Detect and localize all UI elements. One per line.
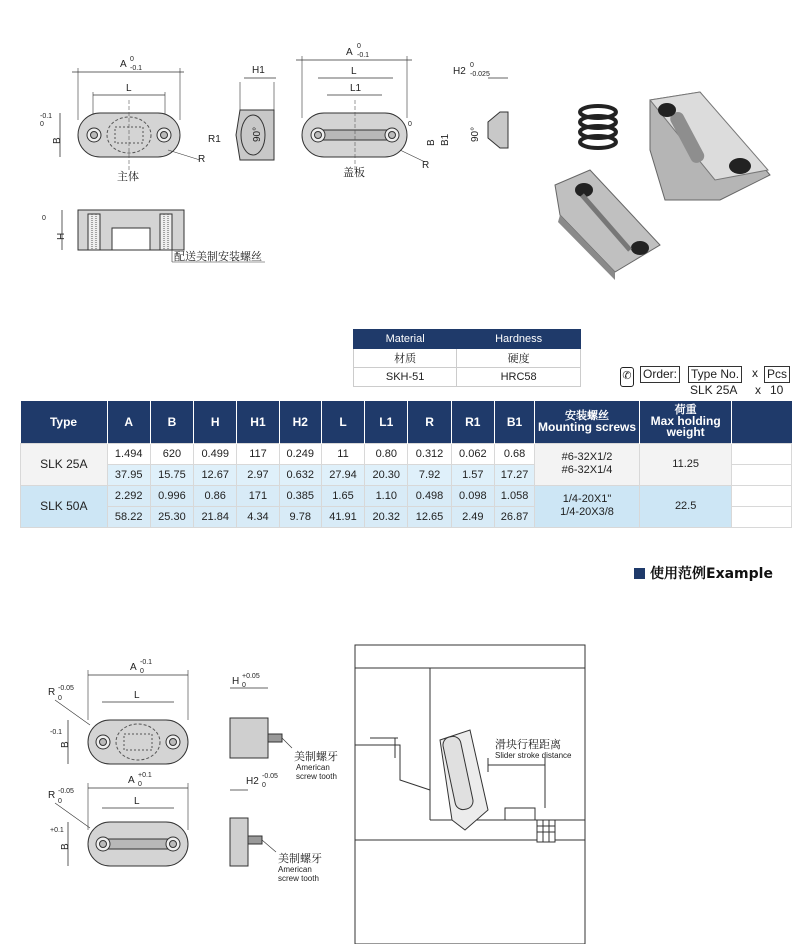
table-row: 37.95 15.75 12.67 2.97 0.632 27.94 20.30 7.92 1.57 17.27: [21, 464, 792, 485]
svg-text:B: B: [426, 139, 437, 146]
main-body-caption: 主体: [117, 170, 139, 183]
svg-text:0: 0: [140, 668, 144, 675]
svg-text:H: H: [56, 232, 67, 240]
svg-text:-0.1: -0.1: [140, 659, 153, 666]
spec-table: Type A B H H1 H2 L L1 R R1 B1 安装螺丝 Mounting screws 荷重 Max holding weight SLK 25A 1.494 620 0.499 117 0.249 11 0.80 0.312 0.062 0.68 #6-32X1/2 #6-32X1/4 11.25 37.95 15.75 12.67 2.97 0.632 27.94 20.30 7.92 1.57 17.27 SLK 50A 2.292 0.996 0.86 171 0.385 1.65 1.10 0.498 0.098 1.058 1/4-20X1" 1/4-20X3/8 22.5 58.22 25.30 21.84 4.34 9.78 41.91 20.32 12.65 2.49 26.87: [20, 401, 792, 528]
mold-assembly: [355, 645, 585, 944]
svg-text:0: 0: [58, 695, 62, 702]
material-value: SKH-51: [354, 368, 457, 387]
svg-text:R1: R1: [208, 134, 221, 145]
table-row: 58.22 25.30 21.84 4.34 9.78 41.91 20.32 12.65 2.49 26.87: [21, 506, 792, 527]
svg-text:0: 0: [242, 682, 246, 689]
svg-text:+0.05: +0.05: [242, 673, 260, 680]
svg-text:0: 0: [138, 781, 142, 788]
svg-text:-0.1: -0.1: [357, 52, 370, 59]
svg-text:American: American: [278, 865, 312, 874]
svg-text:0: 0: [58, 798, 62, 805]
order-label: Order:: [640, 366, 680, 383]
svg-text:0: 0: [130, 56, 134, 63]
order-example-qty: 10: [770, 383, 784, 397]
table-row: SLK 50A 2.292 0.996 0.86 171 0.385 1.65 1.10 0.498 0.098 1.058 1/4-20X1" 1/4-20X3/8 22.5: [21, 485, 792, 506]
svg-text:90°: 90°: [470, 126, 481, 142]
screw-note: 配送美制安装螺丝: [174, 250, 262, 263]
hardness-value: HRC58: [457, 368, 581, 387]
svg-text:screw tooth: screw tooth: [278, 874, 319, 883]
svg-text:American: American: [296, 763, 330, 772]
svg-text:-0.1: -0.1: [50, 729, 63, 736]
svg-text:-0.1: -0.1: [130, 65, 143, 72]
svg-text:0: 0: [357, 43, 361, 50]
svg-text:盖板: 盖板: [343, 166, 365, 179]
svg-text:R: R: [48, 790, 56, 801]
dim-b-label: B: [52, 137, 63, 144]
svg-text:-0.025: -0.025: [470, 71, 490, 78]
material-table: Material Hardness 材质 硬度 SKH-51 HRC58: [353, 329, 581, 387]
hardness-header: Hardness: [457, 330, 581, 349]
svg-text:R: R: [422, 160, 430, 171]
example-title: 使用范例Example: [634, 563, 773, 583]
svg-text:A: A: [130, 662, 137, 673]
svg-text:-0.05: -0.05: [58, 685, 74, 692]
example-drawings: [0, 640, 806, 944]
svg-text:L1: L1: [350, 83, 362, 94]
svg-text:+0.1: +0.1: [138, 772, 152, 779]
screw-header: 安装螺丝 Mounting screws: [535, 401, 640, 443]
svg-text:-0.05: -0.05: [58, 788, 74, 795]
svg-text:R: R: [198, 154, 206, 165]
svg-text:L: L: [134, 796, 140, 807]
svg-text:A: A: [128, 775, 135, 786]
svg-text:0: 0: [40, 121, 44, 128]
svg-text:90°: 90°: [252, 126, 263, 142]
svg-text:L: L: [134, 690, 140, 701]
weight-header: 荷重 Max holding weight: [639, 401, 732, 443]
square-bullet-icon: [634, 568, 645, 579]
svg-text:H2: H2: [246, 776, 259, 787]
svg-text:L: L: [351, 66, 357, 77]
svg-text:-0.1: -0.1: [40, 113, 53, 120]
svg-text:美制螺牙: 美制螺牙: [294, 750, 338, 763]
svg-text:B: B: [60, 843, 71, 850]
svg-text:B: B: [60, 741, 71, 748]
table-row: SLK 25A 1.494 620 0.499 117 0.249 11 0.80 0.312 0.062 0.68 #6-32X1/2 #6-32X1/4 11.25: [21, 443, 792, 464]
main-body-drawing: [0, 0, 806, 300]
dim-a-label: A: [120, 59, 127, 70]
svg-text:H: H: [232, 676, 240, 687]
svg-text:H2: H2: [453, 66, 466, 77]
svg-text:0: 0: [470, 62, 474, 69]
dim-l-label: L: [126, 83, 132, 94]
material-header: Material: [354, 330, 457, 349]
svg-text:screw tooth: screw tooth: [296, 772, 337, 781]
svg-text:Slider stroke distance: Slider stroke distance: [495, 751, 572, 760]
svg-text:R: R: [48, 687, 56, 698]
svg-text:美制螺牙: 美制螺牙: [278, 852, 322, 865]
order-example-type: SLK 25A: [690, 383, 738, 397]
phone-icon: ✆: [620, 367, 634, 387]
svg-text:-0.05: -0.05: [262, 773, 278, 780]
svg-text:0: 0: [408, 121, 412, 128]
svg-text:H1: H1: [252, 65, 265, 76]
slider-stroke-label: 滑块行程距离: [495, 738, 561, 751]
product-photo: [555, 92, 770, 280]
order-pcs-label: Pcs: [764, 366, 790, 383]
svg-text:A: A: [346, 47, 353, 58]
svg-text:B1: B1: [440, 133, 451, 146]
order-type-label: Type No.: [688, 366, 742, 383]
svg-text:0: 0: [262, 782, 266, 789]
svg-text:+0.1: +0.1: [50, 827, 64, 834]
svg-text:0: 0: [42, 215, 46, 222]
